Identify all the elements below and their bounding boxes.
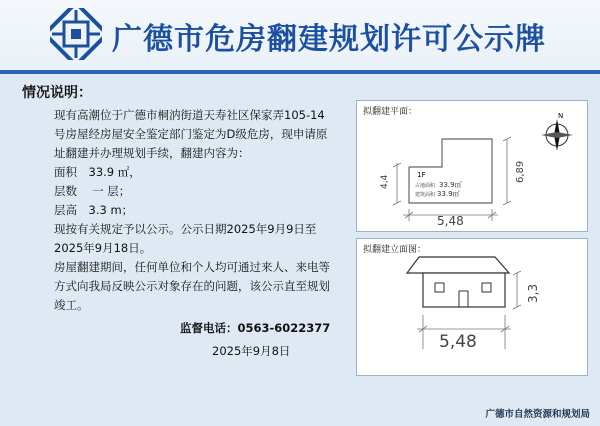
elevation-dimension-width: [417, 315, 511, 352]
plan-panel-label: 拟翻建平面：: [363, 107, 418, 117]
elevation-panel-label: 拟翻建立面图：: [363, 245, 427, 255]
plan-drawing: [357, 101, 587, 231]
notice-date: 2025年9月8日: [212, 344, 291, 358]
notice-area: 面积 33.9 ㎡，: [54, 165, 141, 179]
elevation-panel: [356, 238, 588, 376]
plan-base-area-label: 占地面积: [415, 183, 436, 189]
contact-phone: 监督电话：0563-6022377: [180, 321, 331, 335]
notice-body: [30, 106, 335, 361]
elevation-dimension-height: [513, 271, 540, 309]
plan-build-area-label: 建筑面积: [415, 192, 436, 198]
notice-paragraph-1: 现有高潮位于广德市桐汭街道天寿社区保家弄105-14号房屋经房屋安全鉴定部门鉴定为D级危房，现申请原址翻建并办理规划手续，翻建内容为：: [54, 108, 328, 160]
elevation-roof: [407, 257, 509, 273]
page-title: 广德市危房翻建规划许可公示牌: [112, 22, 546, 57]
plan-dim-width-text: 5,48: [437, 214, 464, 228]
plan-floor-label: 1F: [417, 171, 426, 179]
notice-height: 层高 3.3 m；: [54, 203, 134, 217]
plan-dimension-bottom: [403, 209, 498, 228]
plan-base-area-value: 33.9㎡: [439, 181, 462, 189]
emblem-logo-icon: [50, 8, 102, 60]
plan-dimension-left: [380, 163, 401, 205]
plan-dimension-right: [503, 137, 526, 205]
notice-floors: 层数 一 层；: [54, 184, 131, 198]
footer-organization: 广德市自然资源和规划局: [485, 409, 590, 420]
section-title: 情况说明：: [22, 85, 92, 101]
north-label: N: [558, 112, 564, 120]
plan-dim-left-text: 4,4: [380, 174, 390, 189]
elevation-drawing: [357, 239, 587, 375]
notice-paragraph-3: 房屋翻建期间，任何单位和个人均可通过来人、来电等方式向我局反映公示对象存在的问题，该公示直至规划竣工。: [54, 260, 330, 312]
notice-paragraph-2: 现按有关规定予以公示。公示日期2025年9月9日至2025年9月18日。: [54, 222, 317, 255]
north-compass-icon: [541, 112, 573, 151]
plan-build-area-value: 33.9㎡: [437, 190, 460, 198]
plan-panel: [356, 100, 588, 232]
elevation-dim-width-text: 5,48: [439, 332, 477, 352]
plan-dim-right-text: 6,89: [515, 160, 526, 183]
header-divider: [0, 70, 600, 74]
elevation-dim-height-text: 3,3: [526, 283, 540, 303]
header-banner: [0, 0, 600, 72]
